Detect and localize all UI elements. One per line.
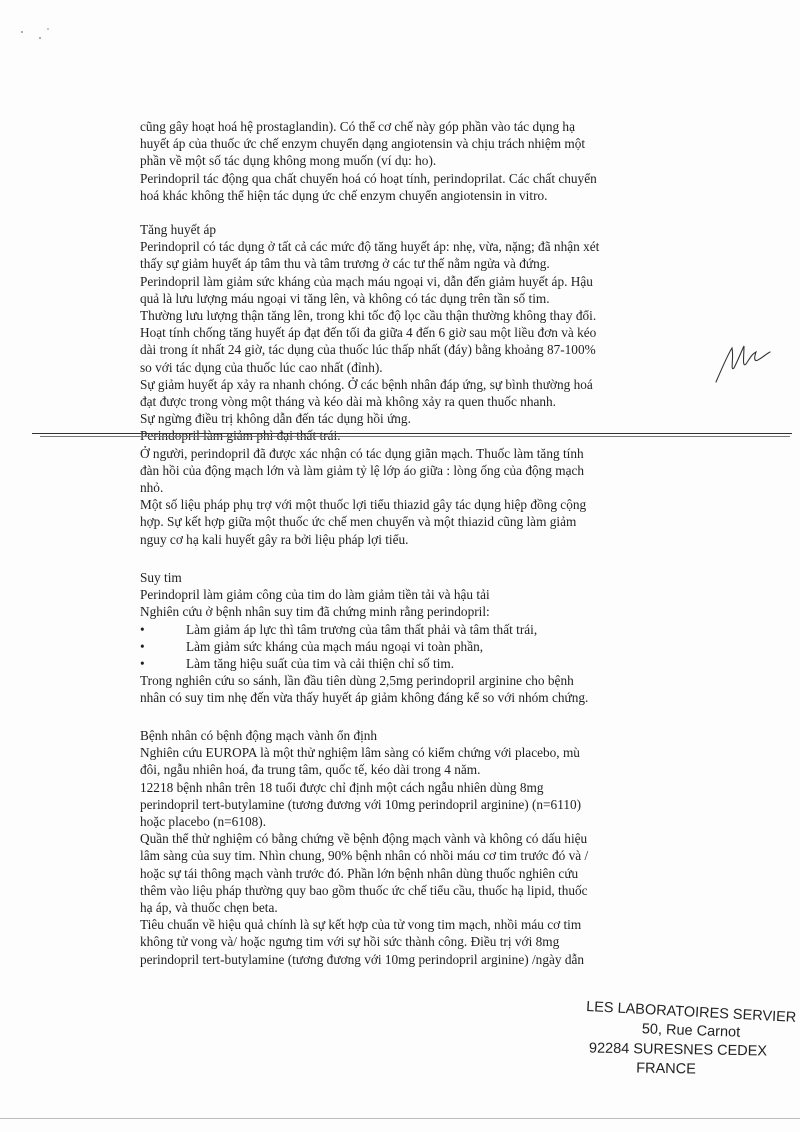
- company-stamp: [578, 998, 797, 1079]
- stable-cad-line: hoặc placebo (n=6108).: [140, 814, 267, 830]
- stable-cad-line: Tiêu chuẩn về hiệu quả chính là sự kết hợp của tử vong tim mạch, nhồi máu cơ tim: [140, 917, 582, 933]
- intro-line: Perindopril tác động qua chất chuyển hoá có hoạt tính, perindoprilat. Các chất chuyển: [140, 170, 597, 186]
- intro-section: [140, 118, 700, 204]
- hypertension-line: so với tác dụng của thuốc lúc cao nhất (đỉnh).: [140, 359, 383, 375]
- bullet-text: Làm giảm sức kháng của mạch máu ngoại vi toàn phần,: [186, 638, 484, 654]
- hypertension-line: Hoạt tính chống tăng huyết áp đạt đến tối đa giữa 4 đến 6 giờ sau một liều đơn và kéo: [140, 325, 597, 341]
- page-bottom-edge: [0, 1118, 800, 1119]
- hypertension-line: Sự giảm huyết áp xảy ra nhanh chóng. Ở các bệnh nhân đáp ứng, sự bình thường hoá: [140, 376, 593, 392]
- stamp-country: FRANCE: [636, 1060, 696, 1078]
- hypertension-line: đàn hồi của động mạch lớn và làm giảm tỷ lệ lớp áo giữa : lòng ống của động mạch: [140, 462, 585, 478]
- hypertension-line: Perindopril làm giảm phì đại thất trái.: [140, 428, 341, 444]
- stable-cad-line: lâm sàng của suy tim. Nhìn chung, 90% bệnh nhân có nhồi máu cơ tim trước đó và /: [140, 848, 589, 864]
- intro-line: huyết áp của thuốc ức chế enzym chuyển dạng angiotensin và chịu trách nhiệm một: [140, 136, 586, 152]
- bullet-item: [140, 621, 700, 638]
- stable-cad-line: không tử vong và/ hoặc ngưng tim với sự hồi sức thành công. Điều trị với 8mg: [140, 934, 560, 950]
- stable-cad-line: 12218 bệnh nhân trên 18 tuổi được chỉ định một cách ngẫu nhiên dùng 8mg: [140, 779, 544, 795]
- scan-fold-line-shadow: [40, 436, 790, 437]
- hypertension-section: [140, 221, 700, 548]
- stable-cad-line: hoặc sự tái thông mạch vành trước đó. Phần lớn bệnh nhân dùng thuốc nghiên cứu: [140, 865, 579, 881]
- intro-line: phần về một số tác dụng không mong muốn (ví dụ: ho).: [140, 153, 437, 169]
- bullet-icon: •: [140, 656, 145, 672]
- heart-failure-heading: Suy tim: [140, 570, 182, 585]
- scan-speck-marks: [18, 18, 58, 48]
- bullet-icon: •: [140, 621, 145, 637]
- stamp-company-name: LES LABORATOIRES SERVIER: [585, 998, 797, 1026]
- hypertension-line: Thường lưu lượng thận tăng lên, trong khi tốc độ lọc cầu thận thường không thay đổi.: [140, 308, 597, 324]
- stable-cad-line: perindopril tert-butylamine (tương đương với 10mg perindopril arginine) /ngày dẫn: [140, 951, 585, 967]
- hypertension-line: nhỏ.: [140, 480, 164, 496]
- scan-fold-line: [32, 433, 792, 434]
- bullet-text: Làm giảm áp lực thì tâm trương của tâm thất phải và tâm thất trái,: [186, 621, 538, 637]
- stable-cad-line: hạ áp, và thuốc chẹn beta.: [140, 900, 278, 916]
- stamp-city: 92284 SURESNES CEDEX: [588, 1040, 768, 1060]
- hypertension-line: Một số liệu pháp phụ trợ với một thuốc lợi tiểu thiazid gây tác dụng hiệp đồng cộng: [140, 497, 587, 513]
- bullet-item: [140, 638, 700, 655]
- stable-cad-line: perindopril tert-butylamine (tương đương với 10mg perindopril arginine) (n=6110): [140, 796, 582, 812]
- stable-cad-line: Quần thể thử nghiệm có bằng chứng về bệnh động mạch vành và không có dấu hiệu: [140, 831, 588, 847]
- heart-failure-section: [140, 569, 700, 707]
- handwritten-signature: [712, 338, 782, 388]
- stable-cad-heading: Bệnh nhân có bệnh động mạch vành ổn định: [140, 728, 378, 743]
- bullet-icon: •: [140, 638, 145, 654]
- hypertension-line: quả là lưu lượng máu ngoại vi tăng lên, và không có tác dụng trên tần số tim.: [140, 290, 550, 306]
- intro-line: hoá khác không thể hiện tác dụng ức chế enzym chuyển angiotensin in vitro.: [140, 187, 548, 203]
- bullet-text: Làm tăng hiệu suất của tim và cải thiện chỉ số tim.: [186, 656, 455, 672]
- hypertension-line: Ở người, perindopril đã được xác nhận có tác dụng giãn mạch. Thuốc làm tăng tính: [140, 445, 584, 461]
- hypertension-line: đạt được trong vòng một tháng và kéo dài mà không xảy ra quen thuốc nhanh.: [140, 394, 557, 410]
- hypertension-heading: Tăng huyết áp: [140, 222, 217, 237]
- heart-failure-bullet-list: [140, 621, 700, 673]
- heart-failure-line: Perindopril làm giảm công của tim do làm giảm tiền tải và hậu tải: [140, 587, 490, 603]
- stable-cad-line: thêm vào liệu pháp thường quy bao gồm thuốc ức chế tiểu cầu, thuốc hạ lipid, thuốc: [140, 882, 588, 898]
- stable-cad-section: [140, 727, 700, 968]
- hypertension-line: Perindopril làm giảm sức kháng của mạch máu ngoại vi, dẫn đến giảm huyết áp. Hậu: [140, 273, 593, 289]
- hypertension-line: Sự ngừng điều trị không dẫn đến tác dụng hồi ứng.: [140, 411, 411, 427]
- hypertension-line: hợp. Sự kết hợp giữa một thuốc ức chế men chuyển và một thiazid cũng làm giảm: [140, 514, 577, 530]
- hypertension-line: Perindopril có tác dụng ở tất cả các mức độ tăng huyết áp: nhẹ, vừa, nặng; đã nhận xét: [140, 239, 600, 255]
- hypertension-line: nguy cơ hạ kali huyết gây ra bởi liệu pháp lợi tiểu.: [140, 531, 409, 547]
- intro-line: cũng gây hoạt hoá hệ prostaglandin). Có thể cơ chế này góp phần vào tác dụng hạ: [140, 119, 575, 134]
- stable-cad-line: Nghiên cứu EUROPA là một thử nghiệm lâm sàng có kiểm chứng với placebo, mù: [140, 745, 580, 761]
- stable-cad-line: đôi, ngẫu nhiên hoá, đa trung tâm, quốc tế, kéo dài trong 4 năm.: [140, 762, 481, 778]
- heart-failure-line: nhân có suy tim nhẹ đến vừa thấy huyết áp giảm không đáng kể so với nhóm chứng.: [140, 690, 589, 706]
- heart-failure-line: Nghiên cứu ở bệnh nhân suy tim đã chứng minh rằng perindopril:: [140, 604, 490, 620]
- stamp-street: 50, Rue Carnot: [641, 1021, 741, 1041]
- heart-failure-line: Trong nghiên cứu so sánh, lần đầu tiên dùng 2,5mg perindopril arginine cho bệnh: [140, 673, 574, 689]
- hypertension-line: thấy sự giảm huyết áp tâm thu và tâm trương ở các tư thế nằm ngửa và đứng.: [140, 256, 550, 272]
- hypertension-line: dài trong ít nhất 24 giờ, tác dụng của thuốc lúc thấp nhất (đáy) bằng khoảng 87-100%: [140, 342, 596, 358]
- bullet-item: [140, 655, 700, 672]
